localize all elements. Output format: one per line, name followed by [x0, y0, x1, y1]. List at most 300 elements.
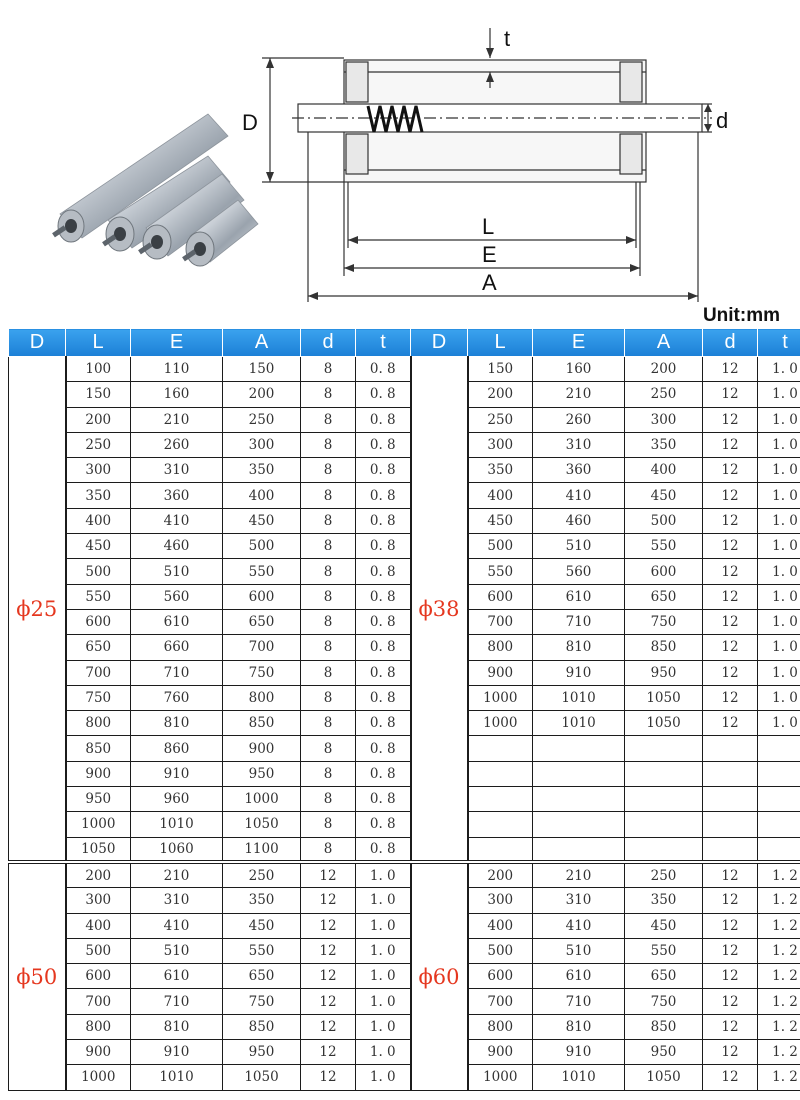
table-cell: 1000: [66, 1065, 131, 1090]
table-cell: 12: [703, 862, 758, 887]
table-cell: 1010: [533, 711, 625, 736]
table-row: [9, 609, 800, 634]
table-cell: 12: [301, 1014, 356, 1039]
table-cell: 300: [625, 407, 703, 432]
table-cell: 8: [301, 508, 356, 533]
dim-label-E: E: [482, 242, 497, 267]
table-row: [9, 1040, 800, 1065]
table-cell: [468, 736, 533, 761]
table-cell: 800: [66, 1014, 131, 1039]
table-cell: 1. 0: [758, 660, 800, 685]
table-cell: 850: [223, 1014, 301, 1039]
table-cell: 12: [301, 938, 356, 963]
header-cell: L: [66, 329, 131, 357]
table-cell: [625, 837, 703, 862]
table-row: [9, 458, 800, 483]
table-cell: 0. 8: [356, 432, 411, 457]
table-cell: 610: [131, 964, 223, 989]
table-cell: 0. 8: [356, 685, 411, 710]
table-cell: 1100: [223, 837, 301, 862]
table-cell: 150: [66, 382, 131, 407]
table-cell: 550: [625, 534, 703, 559]
table-cell: 950: [66, 787, 131, 812]
table-cell: 900: [468, 1040, 533, 1065]
table-cell: 900: [468, 660, 533, 685]
table-cell: 8: [301, 584, 356, 609]
table-cell: 200: [223, 382, 301, 407]
table-cell: [758, 787, 800, 812]
table-cell: 1. 2: [758, 888, 800, 913]
table-cell: 1. 2: [758, 938, 800, 963]
table-cell: 12: [703, 432, 758, 457]
header-cell: L: [468, 329, 533, 357]
table-cell: 360: [131, 483, 223, 508]
table-row: [9, 407, 800, 432]
table-cell: 12: [703, 1040, 758, 1065]
table-cell: 750: [223, 989, 301, 1014]
table-row: [9, 913, 800, 938]
table-cell: 800: [468, 635, 533, 660]
table-cell: 250: [66, 432, 131, 457]
table-cell: [468, 812, 533, 837]
table-cell: 700: [66, 660, 131, 685]
table-cell: 8: [301, 660, 356, 685]
spec-table-body: [9, 357, 800, 1091]
table-cell: 810: [131, 711, 223, 736]
table-cell: 210: [533, 862, 625, 887]
table-cell: 8: [301, 787, 356, 812]
table-cell: 950: [223, 1040, 301, 1065]
table-cell: 1. 2: [758, 1065, 800, 1090]
table-cell: 850: [66, 736, 131, 761]
table-cell: 1050: [223, 812, 301, 837]
header-cell: A: [223, 329, 301, 357]
table-cell: 0. 8: [356, 534, 411, 559]
table-cell: 950: [625, 1040, 703, 1065]
spec-table: [8, 328, 800, 1091]
table-cell: 160: [131, 382, 223, 407]
table-cell: 1000: [468, 685, 533, 710]
table-cell: 0. 8: [356, 483, 411, 508]
table-cell: 400: [66, 913, 131, 938]
table-cell: 8: [301, 407, 356, 432]
dim-label-A: A: [482, 270, 497, 295]
table-cell: 410: [533, 913, 625, 938]
table-header-row: [9, 329, 800, 357]
table-cell: 600: [468, 964, 533, 989]
table-cell: 12: [703, 609, 758, 634]
table-cell: [625, 736, 703, 761]
table-cell: 1. 0: [356, 888, 411, 913]
table-cell: 0. 8: [356, 407, 411, 432]
table-cell: 310: [533, 888, 625, 913]
table-cell: 8: [301, 711, 356, 736]
table-cell: 750: [223, 660, 301, 685]
table-cell: 560: [131, 584, 223, 609]
table-cell: 12: [703, 685, 758, 710]
table-cell: 1. 0: [758, 458, 800, 483]
table-row: [9, 787, 800, 812]
table-cell: 1010: [131, 812, 223, 837]
table-cell: 450: [625, 483, 703, 508]
diameter-cell-left: ϕ50: [9, 862, 66, 1090]
table-cell: 1010: [533, 685, 625, 710]
table-cell: 12: [703, 559, 758, 584]
table-cell: 510: [533, 534, 625, 559]
table-cell: [468, 837, 533, 862]
table-cell: 8: [301, 534, 356, 559]
table-cell: [533, 812, 625, 837]
table-cell: 750: [66, 685, 131, 710]
table-cell: 300: [468, 432, 533, 457]
table-cell: 12: [703, 407, 758, 432]
table-row: [9, 382, 800, 407]
table-cell: 250: [223, 407, 301, 432]
header-cell: E: [131, 329, 223, 357]
table-cell: 8: [301, 458, 356, 483]
table-cell: 210: [131, 407, 223, 432]
table-cell: 160: [533, 357, 625, 382]
table-cell: 100: [66, 357, 131, 382]
table-cell: 650: [625, 584, 703, 609]
table-cell: 0. 8: [356, 711, 411, 736]
table-row: [9, 862, 800, 887]
table-cell: 8: [301, 761, 356, 786]
table-cell: 260: [131, 432, 223, 457]
table-cell: 8: [301, 812, 356, 837]
table-cell: [533, 787, 625, 812]
table-row: [9, 938, 800, 963]
table-cell: 700: [223, 635, 301, 660]
table-cell: [533, 837, 625, 862]
table-cell: 0. 8: [356, 736, 411, 761]
table-cell: 1. 0: [356, 1065, 411, 1090]
table-cell: 0. 8: [356, 635, 411, 660]
table-cell: 0. 8: [356, 458, 411, 483]
table-cell: 12: [703, 508, 758, 533]
table-cell: 460: [131, 534, 223, 559]
table-row: [9, 483, 800, 508]
table-cell: 910: [533, 1040, 625, 1065]
table-cell: 150: [468, 357, 533, 382]
table-cell: 12: [703, 964, 758, 989]
table-cell: 0. 8: [356, 660, 411, 685]
table-cell: 810: [533, 635, 625, 660]
table-cell: [758, 736, 800, 761]
table-cell: [625, 812, 703, 837]
table-cell: 1. 0: [758, 584, 800, 609]
header-cell: t: [758, 329, 800, 357]
table-cell: 410: [131, 913, 223, 938]
table-cell: 200: [66, 862, 131, 887]
table-cell: 600: [223, 584, 301, 609]
table-cell: 800: [468, 1014, 533, 1039]
diameter-cell-right: ϕ60: [411, 862, 468, 1090]
table-cell: 200: [468, 382, 533, 407]
table-cell: [625, 761, 703, 786]
table-cell: 300: [468, 888, 533, 913]
table-cell: [758, 837, 800, 862]
table-cell: 500: [223, 534, 301, 559]
table-cell: 750: [625, 609, 703, 634]
table-row: [9, 837, 800, 862]
table-cell: 950: [223, 761, 301, 786]
table-cell: 1050: [625, 1065, 703, 1090]
table-cell: 1. 0: [356, 989, 411, 1014]
table-cell: 200: [468, 862, 533, 887]
dim-label-L: L: [482, 214, 495, 239]
table-cell: 710: [533, 609, 625, 634]
table-cell: 1000: [468, 711, 533, 736]
table-cell: 500: [66, 938, 131, 963]
header-cell: D: [411, 329, 468, 357]
table-cell: 12: [703, 357, 758, 382]
table-cell: 12: [703, 888, 758, 913]
table-cell: 250: [223, 862, 301, 887]
table-cell: 1. 2: [758, 1014, 800, 1039]
table-cell: 1. 0: [758, 407, 800, 432]
table-cell: 960: [131, 787, 223, 812]
table-cell: 110: [131, 357, 223, 382]
table-cell: 1. 0: [758, 635, 800, 660]
table-cell: 350: [66, 483, 131, 508]
table-cell: 1010: [533, 1065, 625, 1090]
table-row: [9, 635, 800, 660]
table-cell: 610: [131, 609, 223, 634]
table-cell: 0. 8: [356, 837, 411, 862]
table-cell: 8: [301, 382, 356, 407]
table-cell: 300: [223, 432, 301, 457]
table-cell: 850: [625, 1014, 703, 1039]
table-cell: 1000: [223, 787, 301, 812]
table-cell: 8: [301, 432, 356, 457]
table-cell: 760: [131, 685, 223, 710]
table-cell: 450: [223, 508, 301, 533]
table-cell: 1050: [625, 685, 703, 710]
table-cell: 500: [468, 938, 533, 963]
table-cell: 200: [625, 357, 703, 382]
table-cell: 910: [131, 761, 223, 786]
table-cell: 12: [703, 382, 758, 407]
table-cell: 500: [468, 534, 533, 559]
table-cell: 1. 2: [758, 989, 800, 1014]
table-row: [9, 888, 800, 913]
table-cell: 900: [223, 736, 301, 761]
table-cell: 0. 8: [356, 508, 411, 533]
table-cell: 1050: [223, 1065, 301, 1090]
table-cell: 1. 2: [758, 964, 800, 989]
table-cell: [758, 761, 800, 786]
table-cell: 12: [703, 483, 758, 508]
table-cell: 12: [301, 1040, 356, 1065]
table-cell: 12: [703, 1065, 758, 1090]
table-cell: 510: [533, 938, 625, 963]
table-cell: 350: [625, 432, 703, 457]
table-cell: 1000: [66, 812, 131, 837]
table-cell: 710: [131, 660, 223, 685]
table-cell: 910: [131, 1040, 223, 1065]
table-cell: 450: [468, 508, 533, 533]
table-row: [9, 432, 800, 457]
table-cell: 1000: [468, 1065, 533, 1090]
table-cell: 12: [703, 989, 758, 1014]
header-cell: d: [301, 329, 356, 357]
table-cell: 1. 0: [758, 534, 800, 559]
table-cell: 1050: [625, 711, 703, 736]
table-cell: 8: [301, 357, 356, 382]
diameter-cell-right: ϕ38: [411, 357, 468, 863]
table-cell: 250: [468, 407, 533, 432]
table-cell: [533, 761, 625, 786]
table-cell: 600: [66, 609, 131, 634]
table-cell: 300: [66, 888, 131, 913]
table-cell: 350: [625, 888, 703, 913]
dim-label-t: t: [504, 26, 511, 51]
table-cell: 810: [131, 1014, 223, 1039]
table-cell: 0. 8: [356, 761, 411, 786]
header-cell: A: [625, 329, 703, 357]
table-cell: [703, 837, 758, 862]
table-cell: 350: [223, 888, 301, 913]
table-cell: 12: [703, 534, 758, 559]
table-cell: 600: [66, 964, 131, 989]
table-cell: 1. 0: [356, 964, 411, 989]
table-cell: 8: [301, 559, 356, 584]
table-cell: 1. 0: [758, 508, 800, 533]
table-row: [9, 534, 800, 559]
table-cell: [533, 736, 625, 761]
table-cell: 1. 2: [758, 862, 800, 887]
table-cell: 610: [533, 964, 625, 989]
table-cell: 710: [533, 989, 625, 1014]
table-cell: 1050: [66, 837, 131, 862]
table-cell: 550: [625, 938, 703, 963]
table-cell: [703, 761, 758, 786]
table-cell: 12: [301, 888, 356, 913]
table-cell: 710: [131, 989, 223, 1014]
table-cell: 1. 0: [758, 483, 800, 508]
table-cell: 1. 0: [758, 357, 800, 382]
table-cell: 8: [301, 609, 356, 634]
table-cell: 910: [533, 660, 625, 685]
diameter-cell-left: ϕ25: [9, 357, 66, 863]
table-cell: 400: [468, 483, 533, 508]
table-cell: 12: [301, 989, 356, 1014]
table-cell: 650: [625, 964, 703, 989]
table-cell: 1. 0: [758, 711, 800, 736]
table-cell: 210: [533, 382, 625, 407]
table-cell: 0. 8: [356, 559, 411, 584]
table-cell: 450: [625, 913, 703, 938]
table-cell: 500: [66, 559, 131, 584]
roller-dimension-drawing: [232, 0, 800, 305]
table-cell: 650: [66, 635, 131, 660]
table-cell: 550: [468, 559, 533, 584]
table-cell: [703, 787, 758, 812]
table-cell: 900: [66, 761, 131, 786]
table-cell: 0. 8: [356, 609, 411, 634]
table-cell: [468, 761, 533, 786]
table-cell: 610: [533, 584, 625, 609]
table-cell: 310: [533, 432, 625, 457]
table-cell: 750: [625, 989, 703, 1014]
table-cell: 1. 0: [356, 938, 411, 963]
table-cell: 0. 8: [356, 382, 411, 407]
table-cell: [758, 812, 800, 837]
table-row: [9, 989, 800, 1014]
table-cell: 12: [301, 964, 356, 989]
dim-label-D: D: [242, 110, 258, 135]
table-cell: 550: [66, 584, 131, 609]
table-cell: 510: [131, 938, 223, 963]
table-cell: 1060: [131, 837, 223, 862]
table-cell: 1. 0: [758, 432, 800, 457]
table-cell: 560: [533, 559, 625, 584]
table-cell: 12: [703, 458, 758, 483]
table-cell: 12: [301, 1065, 356, 1090]
table-cell: 12: [703, 660, 758, 685]
table-cell: 400: [66, 508, 131, 533]
table-row: [9, 508, 800, 533]
table-cell: 450: [223, 913, 301, 938]
table-cell: 410: [131, 508, 223, 533]
table-cell: 8: [301, 483, 356, 508]
table-cell: 210: [131, 862, 223, 887]
table-row: [9, 736, 800, 761]
table-cell: 8: [301, 635, 356, 660]
table-row: [9, 660, 800, 685]
table-row: [9, 812, 800, 837]
table-row: [9, 964, 800, 989]
table-cell: 400: [468, 913, 533, 938]
table-row: [9, 1014, 800, 1039]
header-cell: d: [703, 329, 758, 357]
table-cell: 200: [66, 407, 131, 432]
table-cell: 800: [66, 711, 131, 736]
table-cell: 300: [66, 458, 131, 483]
table-row: [9, 559, 800, 584]
table-row: [9, 357, 800, 382]
table-cell: 1. 2: [758, 1040, 800, 1065]
table-cell: 350: [223, 458, 301, 483]
table-row: [9, 1065, 800, 1090]
table-cell: 860: [131, 736, 223, 761]
table-row: [9, 761, 800, 786]
table-cell: 12: [301, 913, 356, 938]
table-cell: 950: [625, 660, 703, 685]
table-cell: 0. 8: [356, 357, 411, 382]
table-cell: 650: [223, 609, 301, 634]
table-cell: 1. 0: [356, 913, 411, 938]
table-cell: 12: [703, 584, 758, 609]
table-cell: 310: [131, 458, 223, 483]
table-cell: 1. 0: [356, 1014, 411, 1039]
table-cell: 550: [223, 938, 301, 963]
table-cell: 1010: [131, 1065, 223, 1090]
table-cell: 310: [131, 888, 223, 913]
table-cell: 12: [301, 862, 356, 887]
table-cell: 150: [223, 357, 301, 382]
table-cell: 700: [66, 989, 131, 1014]
table-cell: 350: [468, 458, 533, 483]
table-cell: 660: [131, 635, 223, 660]
table-cell: 12: [703, 1014, 758, 1039]
table-cell: 250: [625, 862, 703, 887]
table-cell: 0. 8: [356, 787, 411, 812]
table-cell: 1. 0: [356, 862, 411, 887]
table-cell: 700: [468, 609, 533, 634]
table-cell: 650: [223, 964, 301, 989]
